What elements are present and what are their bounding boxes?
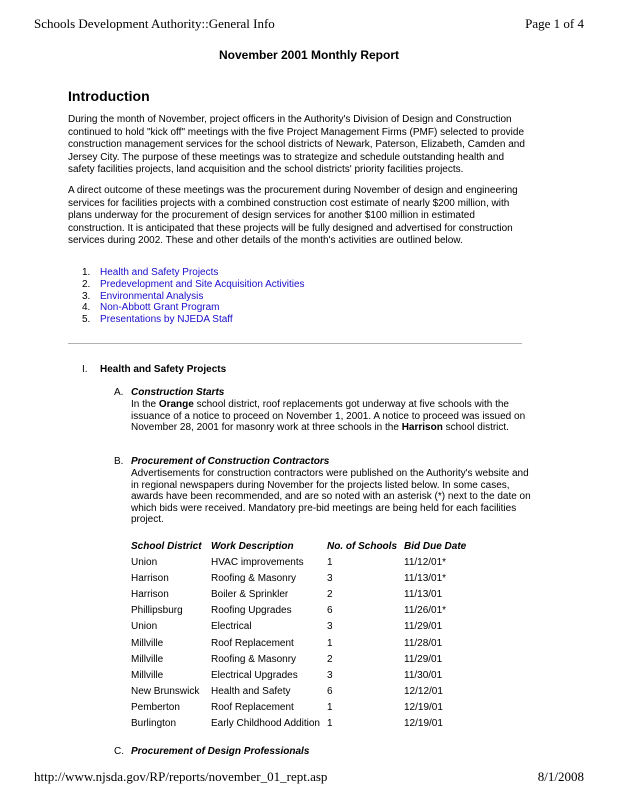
table-cell: 12/19/01 bbox=[404, 718, 443, 730]
table-cell: Roofing & Masonry bbox=[211, 572, 297, 584]
table-row bbox=[131, 635, 488, 651]
column-header: No. of Schools bbox=[327, 540, 397, 552]
table-row bbox=[131, 716, 488, 732]
toc-number: 4. bbox=[82, 302, 91, 314]
toc-link-predevelopment[interactable]: Predevelopment and Site Acquisition Activities bbox=[100, 278, 305, 290]
section-heading bbox=[82, 364, 226, 375]
table-cell: 11/13/01 bbox=[404, 588, 443, 600]
toc-item bbox=[68, 302, 305, 314]
table-row bbox=[131, 570, 488, 586]
table-cell: Boiler & Sprinkler bbox=[211, 588, 289, 600]
table-cell: 3 bbox=[327, 621, 333, 633]
intro-paragraph-1: During the month of November, project officers in the Authority's Division of Design and Construction continued to hold "kick off" meetings with the five Project Management Firms (PMF) selected to provide construction management services for the school districts of Newark, Paterson, Elizabeth, Camden and Jersey City. The purpose of these meetings was to strategize and schedule outstanding health and safety facilities projects, land acquisition and the school districts' priority facilities projects. bbox=[68, 114, 525, 176]
table-cell: Roof Replacement bbox=[211, 637, 294, 649]
section-divider bbox=[68, 343, 522, 344]
print-footer bbox=[34, 769, 584, 785]
procurement-contractors-text: Advertisements for construction contractors were published on the Authority's website and in regional newspapers during November for the projects listed below. In some cases, awards have been recommended, and are so noted with an asterisk (*) next to the date on which bids were received. Mandatory pre-bid meetings are being held for each facilities project. bbox=[131, 468, 531, 526]
print-header bbox=[34, 16, 584, 32]
toc-number: 1. bbox=[82, 267, 91, 278]
table-cell: 1 bbox=[327, 637, 333, 649]
section-title: Health and Safety Projects bbox=[100, 364, 227, 375]
column-header: Work Description bbox=[211, 540, 294, 552]
toc-number: 5. bbox=[82, 314, 91, 326]
header-site-title: Schools Development Authority::General Info bbox=[34, 16, 275, 31]
table-cell: Union bbox=[131, 556, 158, 568]
table-cell: 1 bbox=[327, 718, 333, 730]
table-cell: Union bbox=[131, 621, 158, 633]
table-cell: Burlington bbox=[131, 718, 177, 730]
subsection-letter: A. bbox=[114, 387, 124, 398]
toc-number: 3. bbox=[82, 290, 91, 302]
table-cell: Early Childhood Addition bbox=[211, 718, 320, 730]
table-cell: 1 bbox=[327, 556, 333, 568]
subsection-title: Construction Starts bbox=[131, 387, 225, 398]
table-cell: Health and Safety bbox=[211, 686, 291, 698]
table-cell: Millville bbox=[131, 653, 164, 665]
district-harrison: Harrison bbox=[401, 422, 443, 434]
construction-starts-text: In the Orange school district, roof replacements got underway at five schools with the issuance of a notice to proceed on November 1, 2001. A notice to proceed was issued on November 28, 2001 for masonry work at three schools in the Harrison school district. bbox=[131, 399, 526, 434]
table-cell: 3 bbox=[327, 572, 333, 584]
toc-item bbox=[68, 267, 305, 279]
table-cell: 1 bbox=[327, 702, 333, 714]
table-cell: 2 bbox=[327, 653, 333, 665]
toc-item bbox=[68, 314, 305, 326]
toc-link-health-safety[interactable]: Health and Safety Projects bbox=[100, 267, 219, 278]
table-row bbox=[131, 603, 488, 619]
table-cell: 6 bbox=[327, 605, 333, 617]
table-cell: Roofing & Masonry bbox=[211, 653, 297, 665]
table-cell: 3 bbox=[327, 669, 333, 681]
district-orange: Orange bbox=[158, 399, 194, 410]
table-cell: New Brunswick bbox=[131, 686, 200, 698]
table-row bbox=[131, 619, 488, 635]
table-body bbox=[131, 554, 488, 732]
subsection-a-heading bbox=[114, 387, 224, 398]
table-row bbox=[131, 586, 488, 602]
section-number: I. bbox=[82, 364, 88, 375]
table-cell: 11/26/01* bbox=[404, 605, 447, 617]
toc-link-non-abbott[interactable]: Non-Abbott Grant Program bbox=[100, 302, 220, 314]
table-row bbox=[131, 667, 488, 683]
table-of-contents bbox=[68, 267, 305, 326]
column-header: Bid Due Date bbox=[404, 540, 467, 552]
column-header: School District bbox=[131, 540, 202, 552]
toc-number: 2. bbox=[82, 278, 91, 290]
toc-link-environmental[interactable]: Environmental Analysis bbox=[100, 290, 204, 302]
table-cell: Roof Replacement bbox=[211, 702, 294, 714]
footer-date: 8/1/2008 bbox=[537, 769, 584, 784]
subsection-title: Procurement of Design Professionals bbox=[131, 746, 310, 757]
table-cell: Electrical bbox=[211, 621, 252, 633]
header-page-number: Page 1 of 4 bbox=[525, 16, 584, 31]
subsection-c-heading bbox=[114, 746, 309, 757]
table-cell: Electrical Upgrades bbox=[211, 669, 298, 681]
bid-table bbox=[131, 538, 488, 732]
table-cell: HVAC improvements bbox=[211, 556, 304, 568]
table-row bbox=[131, 554, 488, 570]
subsection-letter: C. bbox=[114, 746, 124, 757]
table-cell: Harrison bbox=[131, 588, 169, 600]
table-cell: 12/12/01 bbox=[404, 686, 443, 698]
table-cell: Phillipsburg bbox=[131, 605, 183, 617]
table-cell: Roofing Upgrades bbox=[211, 605, 292, 617]
footer-url: http://www.njsda.gov/RP/reports/november_01_rept.asp bbox=[34, 769, 328, 784]
table-cell: 2 bbox=[327, 588, 333, 600]
introduction-heading: Introduction bbox=[68, 88, 150, 104]
subsection-title: Procurement of Construction Contractors bbox=[131, 456, 330, 467]
toc-item bbox=[68, 279, 305, 291]
table-cell: 11/29/01 bbox=[404, 621, 443, 633]
table-row bbox=[131, 700, 488, 716]
table-cell: Millville bbox=[131, 637, 164, 649]
table-cell: 11/30/01 bbox=[404, 669, 443, 681]
subsection-b-heading bbox=[114, 456, 329, 467]
table-cell: 11/28/01 bbox=[404, 637, 443, 649]
table-cell: Harrison bbox=[131, 572, 169, 584]
toc-link-presentations[interactable]: Presentations by NJEDA Staff bbox=[100, 314, 233, 326]
table-header-row bbox=[131, 538, 488, 554]
table-row bbox=[131, 684, 488, 700]
table-cell: 6 bbox=[327, 686, 333, 698]
toc-item bbox=[68, 291, 305, 303]
table-cell: 11/13/01* bbox=[404, 572, 447, 584]
table-cell: 12/19/01 bbox=[404, 702, 443, 714]
table-cell: Pemberton bbox=[131, 702, 180, 714]
table-cell: Millville bbox=[131, 669, 164, 681]
table-cell: 11/12/01* bbox=[404, 556, 447, 568]
table-row bbox=[131, 651, 488, 667]
table-cell: 11/29/01 bbox=[404, 653, 443, 665]
report-title: November 2001 Monthly Report bbox=[218, 48, 400, 62]
intro-paragraph-2: A direct outcome of these meetings was the procurement during November of design and engineering services for facilities projects with a combined construction cost estimate of nearly $200 million, with plans underway for the procurement of design services for another $100 million in estimated construction. It is anticipated that these projects will be fully designed and advertised for construction services during 2002. These and other details of the month's activities are outlined below. bbox=[68, 185, 518, 247]
subsection-letter: B. bbox=[114, 456, 124, 467]
